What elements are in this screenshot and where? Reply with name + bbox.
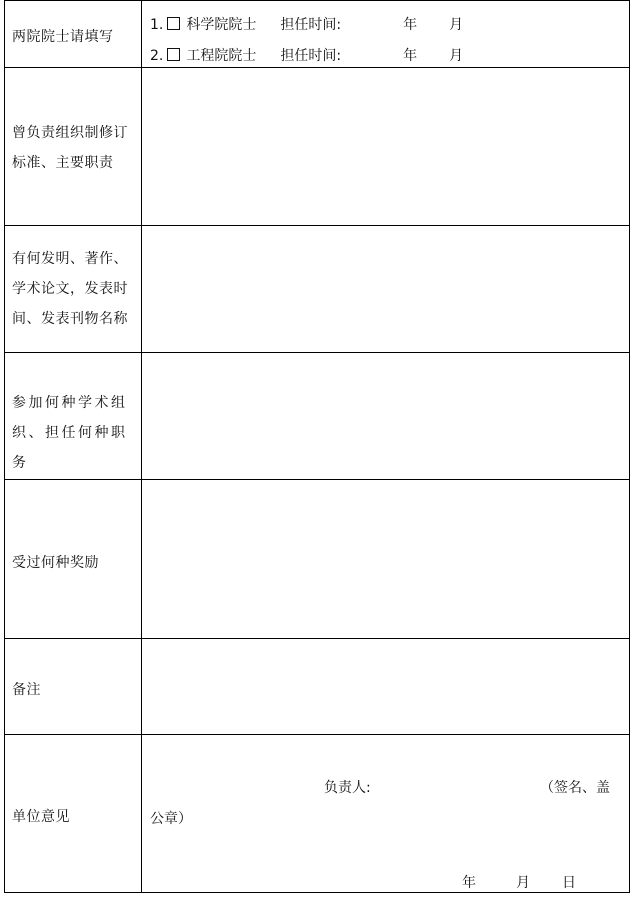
year-label: 年 [403,17,418,33]
remarks-field[interactable] [142,639,629,734]
inventions-field[interactable] [142,226,629,352]
date-day: 日 [562,875,576,891]
year-label: 年 [403,48,418,64]
academician-label: 两院院士请填写 [12,29,114,45]
awards-field[interactable] [142,480,629,638]
date-year: 年 [462,875,476,891]
remarks-label: 备注 [12,682,41,698]
organizations-label: 参加何种学术组织、担任何种职务 [12,395,128,471]
month-label: 月 [449,48,464,64]
month-label: 月 [449,17,464,33]
signature-note-prefix: （签名、盖 [540,780,610,796]
inventions-label: 有何发明、著作、学术论文，发表时间、发表刊物名称 [12,251,128,327]
appointment-time-label: 担任时间: [280,17,342,33]
engineering-academy-checkbox[interactable] [167,48,180,61]
appointment-time-label: 担任时间: [280,48,342,64]
standards-label: 曾负责组织制修订标准、主要职责 [12,125,128,171]
date-month: 月 [516,875,530,891]
organizations-field[interactable] [142,353,629,479]
table-border-right [629,0,630,893]
table-border-bottom [4,892,630,893]
standards-field[interactable] [142,68,629,225]
option-engineering-academy [150,45,463,65]
responsible-person-label: 负责人: [324,780,371,796]
option-science-academy [150,14,463,34]
unit-opinion-field [142,735,629,892]
option-name: 工程院院士 [186,48,257,64]
option-number: 2. [150,48,164,64]
table-border-left [4,0,5,893]
academician-options [146,0,626,67]
science-academy-checkbox[interactable] [167,17,180,30]
option-name: 科学院院士 [186,17,257,33]
unit-opinion-label: 单位意见 [12,809,70,825]
signature-note-suffix: 公章） [150,811,192,827]
awards-label: 受过何种奖励 [12,555,99,571]
option-number: 1. [150,17,164,33]
